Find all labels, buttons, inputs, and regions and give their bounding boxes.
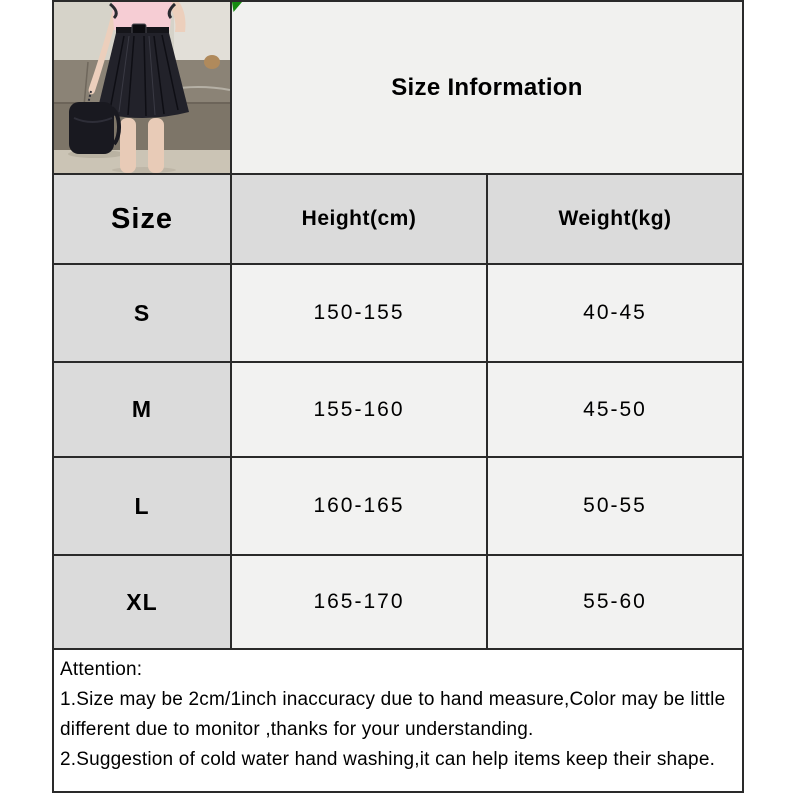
product-photo <box>54 2 230 173</box>
page-title: Size Information <box>391 73 583 101</box>
model-photo-illustration <box>54 2 230 173</box>
size-label-s: S <box>54 265 230 361</box>
size-label-xl: XL <box>54 556 230 648</box>
height-value-l: 160-165 <box>232 458 486 554</box>
weight-value-s: 40-45 <box>488 265 742 361</box>
size-information-header <box>232 2 742 173</box>
height-value-xl: 165-170 <box>232 556 486 648</box>
weight-value-l: 50-55 <box>488 458 742 554</box>
size-label-m: M <box>54 363 230 456</box>
size-chart-sheet <box>52 0 744 793</box>
attention-line-1: 1.Size may be 2cm/1inch inaccuracy due to hand measure,Color may be little <box>60 689 726 710</box>
attention-line-3: 2.Suggestion of cold water hand washing,it can help items keep their shape. <box>60 749 716 770</box>
column-header-weight: Weight(kg) <box>488 175 742 263</box>
attention-line-2: different due to monitor ,thanks for your understanding. <box>60 719 534 740</box>
height-value-s: 150-155 <box>232 265 486 361</box>
attention-note <box>54 650 742 791</box>
weight-value-xl: 55-60 <box>488 556 742 648</box>
height-value-m: 155-160 <box>232 363 486 456</box>
size-label-l: L <box>54 458 230 554</box>
attention-heading: Attention: <box>60 659 143 680</box>
column-header-height: Height(cm) <box>232 175 486 263</box>
weight-value-m: 45-50 <box>488 363 742 456</box>
corner-marker-icon <box>232 2 242 12</box>
column-header-size: Size <box>54 175 230 263</box>
